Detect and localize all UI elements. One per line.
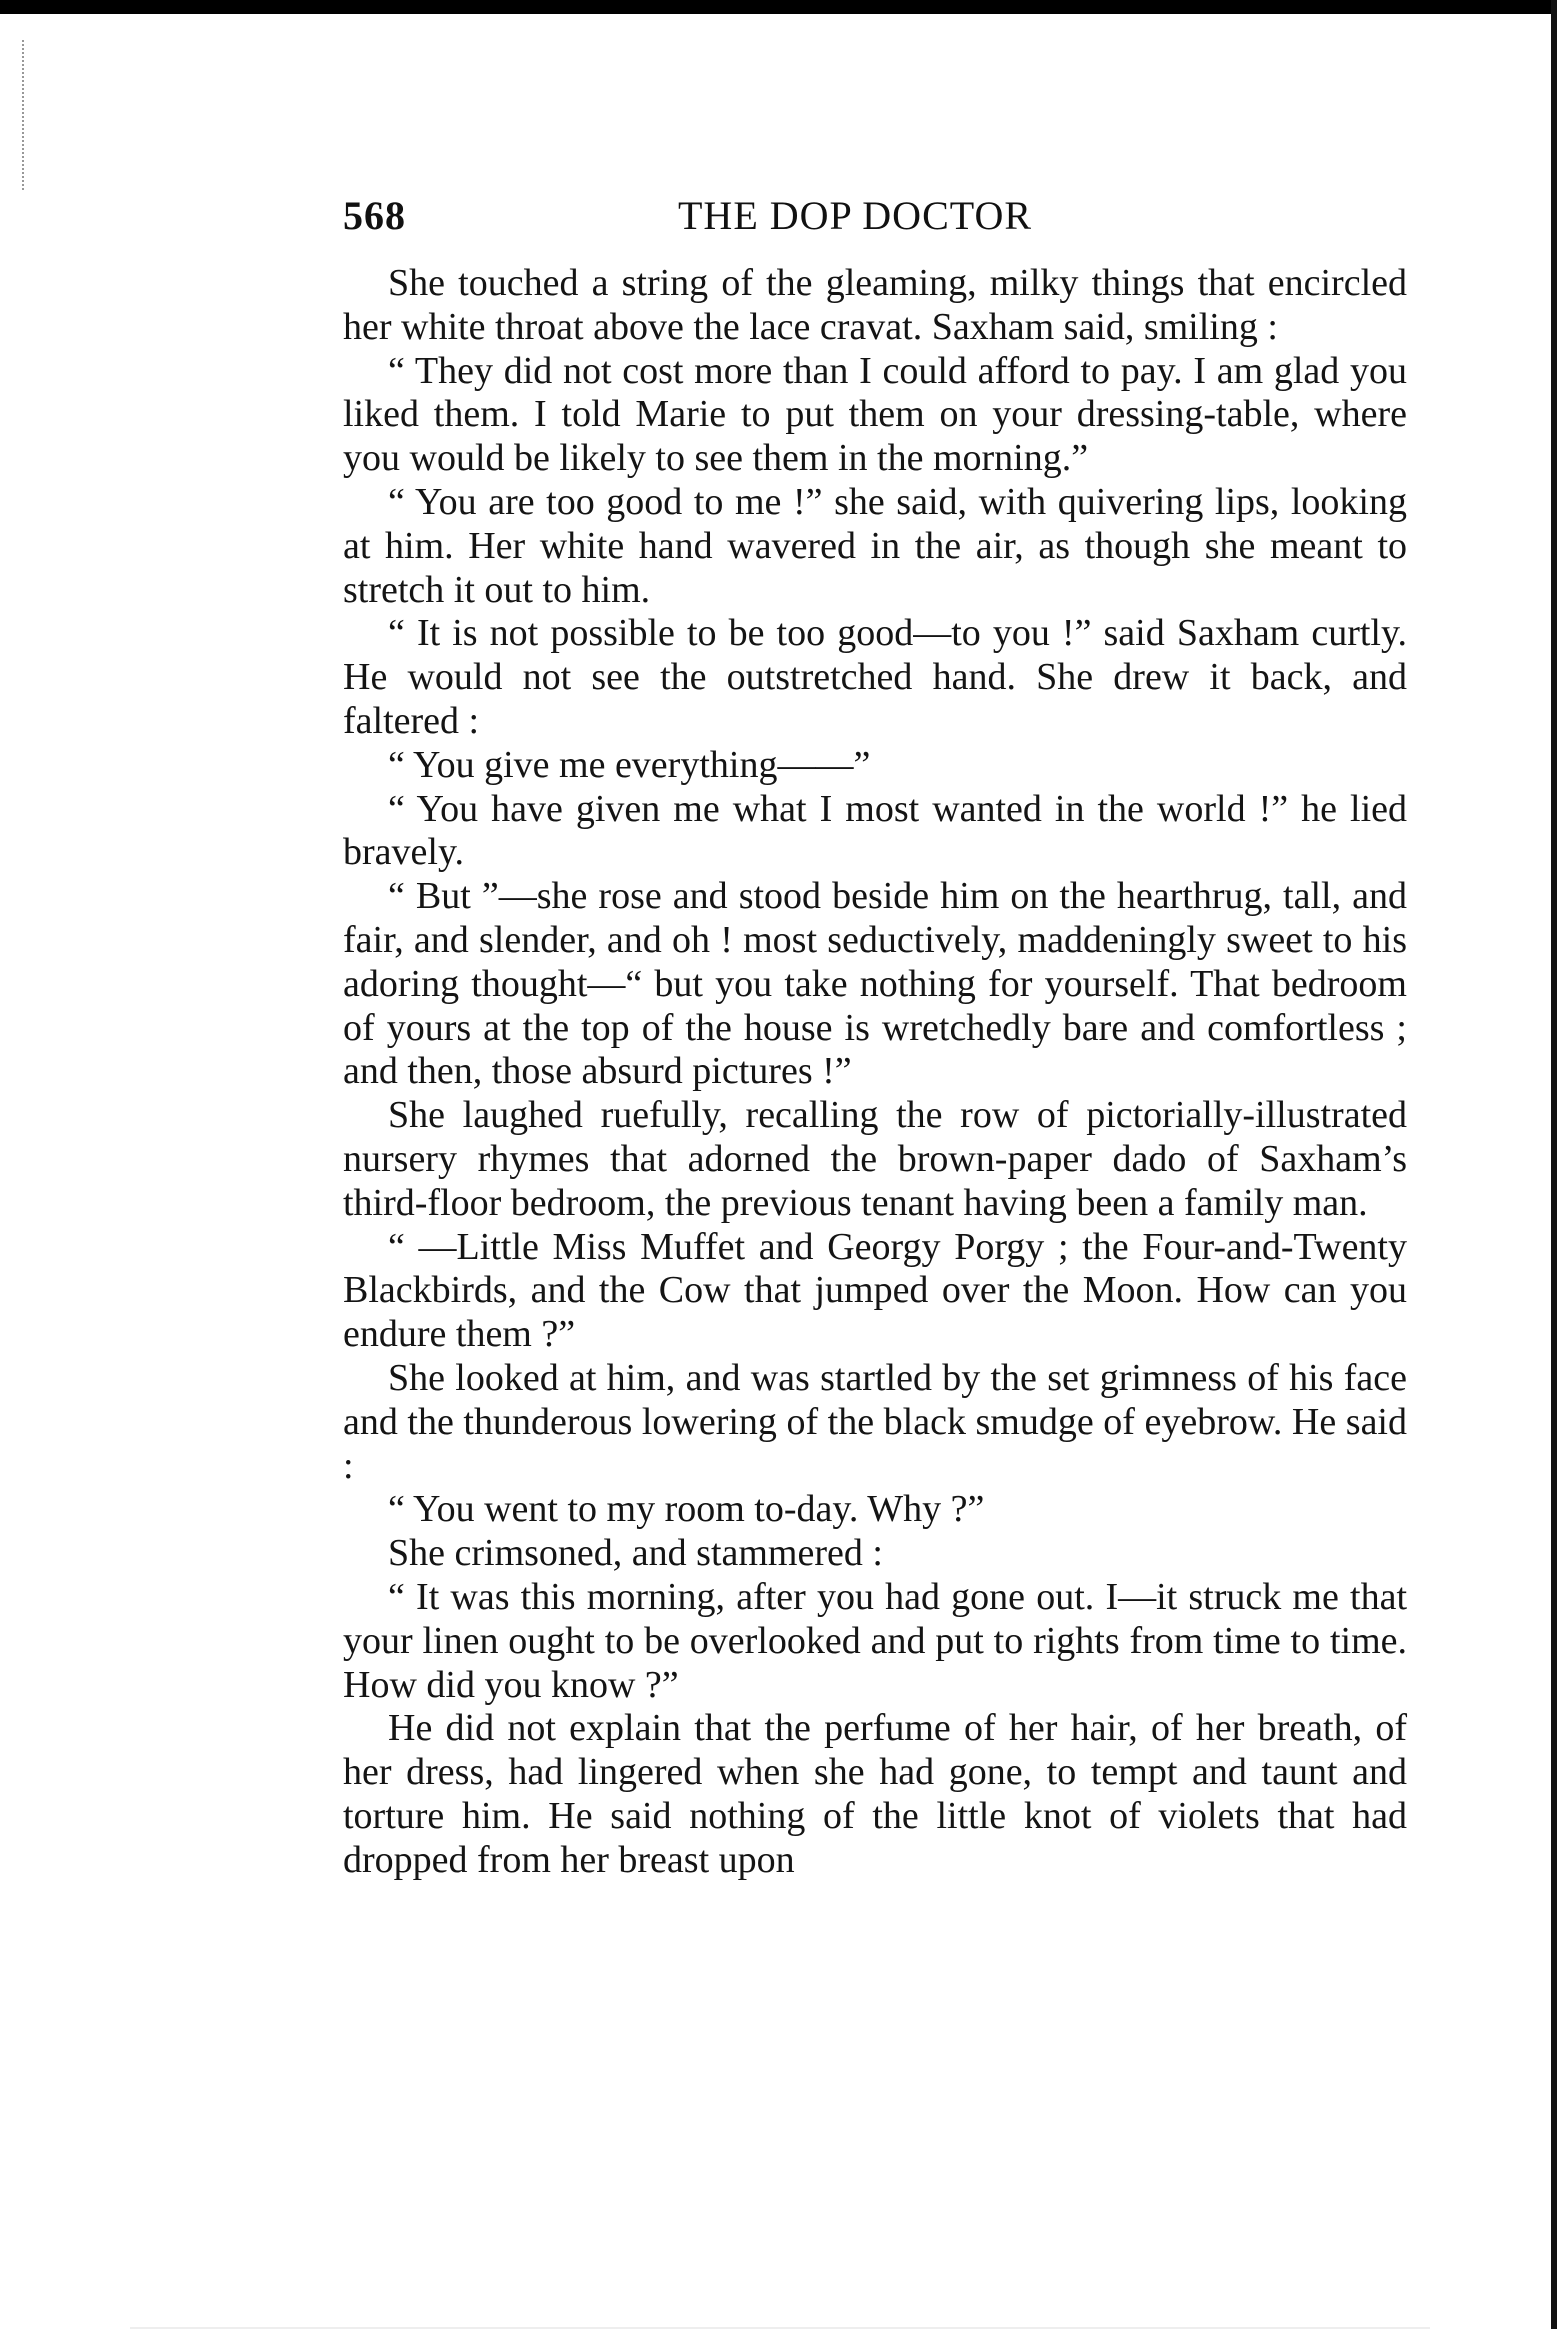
paragraph: “ You went to my room to-day. Why ?” (388, 1488, 985, 1531)
paragraph: She looked at him, and was startled by the set grimness of his face and the thunderous lowering of the black smudge of eyebrow. He said : (343, 1356, 1407, 1487)
running-title: THE DOP DOCTOR (678, 193, 1033, 238)
body-text (343, 262, 1407, 1882)
paragraph: She laughed ruefully, recalling the row of pictorially-illustrated nursery rhymes that adorned the brown-paper dado of Saxham’s third-floor bedroom, the previous tenant having been a family man. (343, 1094, 1407, 1224)
paragraph: “ It was this morning, after you had gone out. I—it struck me that your linen ought to be overlooked and put to rights from time to time. How did you know ?” (343, 1575, 1407, 1706)
page-number: 568 (343, 193, 406, 238)
paragraph: “ You have given me what I most wanted in the world !” he lied bravely. (343, 787, 1407, 874)
paragraph: She crimsoned, and stammered : (388, 1532, 883, 1575)
paragraph: “ It is not possible to be too good—to you !” said Saxham curtly. He would not see the outstretched hand. She drew it back, and faltered : (343, 612, 1407, 742)
paragraph: “ —Little Miss Muffet and Georgy Porgy ; the Four-and-Twenty Blackbirds, and the Cow that jumped over the Moon. How can you endure them ?” (343, 1225, 1407, 1356)
scan-left-speckles (22, 40, 28, 190)
paragraph: He did not explain that the perfume of her hair, of her breath, of her dress, had lingered when she had gone, to tempt and taunt and torture him. He said nothing of the little knot of violets that had dropped from her breast upon (343, 1707, 1407, 1881)
paragraph: She touched a string of the gleaming, milky things that encircled her white throat above the lace cravat. Saxham said, smiling : (343, 262, 1407, 348)
paragraph: “ You give me everything——” (388, 743, 871, 786)
scan-right-border (1551, 0, 1557, 2329)
page-header (343, 186, 1073, 242)
paragraph: “ You are too good to me !” she said, with quivering lips, looking at him. Her white hand wavered in the air, as though she meant to stretch it out to him. (343, 480, 1407, 611)
paragraph: “ But ”—she rose and stood beside him on the hearthrug, tall, and fair, and slender, and oh ! most seductively, maddeningly sweet to his adoring thought—“ but you take nothing for yourself. That bedroom of yours at the top of the house is wretchedly bare and comfortless ; and then, those absurd pictures !” (343, 875, 1407, 1093)
paragraph: “ They did not cost more than I could afford to pay. I am glad you liked them. I told Marie to put them on your dressing-table, where you would be likely to see them in the morning.” (343, 349, 1407, 480)
scan-top-border (0, 0, 1557, 14)
